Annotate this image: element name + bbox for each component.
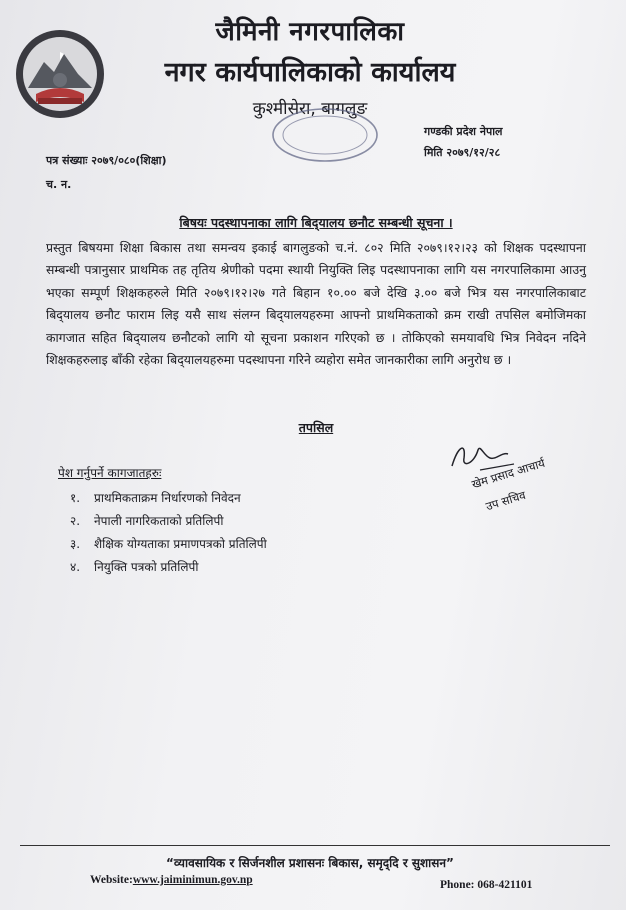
office-title: नगर कार्यपालिकाको कार्यालय <box>164 57 456 88</box>
nepal-emblem-icon <box>14 28 106 120</box>
office-location: कुश्मीसेरा, बागलुङ <box>252 99 368 119</box>
municipality-title: जैमिनी नगरपालिका <box>215 17 405 47</box>
list-item: २. नेपाली नागरिकताको प्रतिलिपी <box>70 514 224 528</box>
reference-number: पत्र संख्याः २०७९/०८०(शिक्षा) <box>46 154 167 167</box>
letter-date: मिति २०७९/१२/२८ <box>424 146 501 159</box>
list-item: १. प्राथमिकताक्रम निर्धारणको निवेदन <box>70 491 241 505</box>
footer-website: Website:www.jaiminimun.gov.np <box>90 874 253 886</box>
footer-divider <box>20 845 610 846</box>
documents-heading: पेश गर्नुपर्ने कागजातहरुः <box>58 466 162 480</box>
letter-subject: बिषयः पदस्थापनाका लागि बिद्‌यालय छनौट सम्बन्धी सूचना । <box>179 215 453 230</box>
details-heading: तपसिल <box>298 420 334 435</box>
letter-body: प्रस्तुत बिषयमा शिक्षा बिकास तथा समन्वय इकाई बागलुङको च.नं. ८०२ मिति २०७९।१२।२३ को शिक्षक पदस्थापना सम्बन्धी पत्रानुसार प्राथमिक तह तृतिय श्रेणीको पदमा स्थायी नियुक्ति लिइ पदस्थापनाका लागि यस नगरपालिकामा आउनु भएका सम्पूर्ण शिक्षकहरुले मिति २०७९।१२।२७ गते बिहान १०.०० बजे देखि ३.०० बजे भित्र यस नगरपालिकाबाट बिद्‌यालय छनौट फाराम लिइ यसै साथ संलग्न बिद्‌यालयहरुमा आफ्नो प्राथमिकताको क्रम राखी तपसिल बमोजिमका कागजात सहित बिद्‌यालय छनौटको लागि यो सूचना प्रकाशन गरिएको छ । तोकिएको समयावधि भित्र निवेदन नदिने शिक्षकहरुलाइ बाँकी रहेका बिद्‌यालयहरुमा पदस्थापना गरिने व्यहोरा समेत जानकारीका लागि अनुरोध छ । <box>46 240 586 368</box>
province-label: गण्डकी प्रदेश नेपाल <box>424 125 503 138</box>
office-stamp-icon <box>270 106 380 164</box>
dispatch-number: च. न. <box>46 178 72 191</box>
signatory-title: उप सचिव <box>484 488 528 514</box>
documents-list <box>70 487 267 579</box>
list-item: ४. नियुक्ति पत्रको प्रतिलिपी <box>70 560 199 574</box>
footer-phone: Phone: 068-421101 <box>440 879 533 891</box>
list-item: ३. शैक्षिक योग्यताका प्रमाणपत्रको प्रतिलिपी <box>70 537 267 551</box>
signatory-name: खेम प्रसाद आचार्य <box>470 455 547 492</box>
website-link[interactable]: www.jaiminimun.gov.np <box>132 874 253 886</box>
footer-motto: “व्यावसायिक र सिर्जनशील प्रशासनः बिकास, समृद्‌दि र सुशासन” <box>166 856 454 870</box>
